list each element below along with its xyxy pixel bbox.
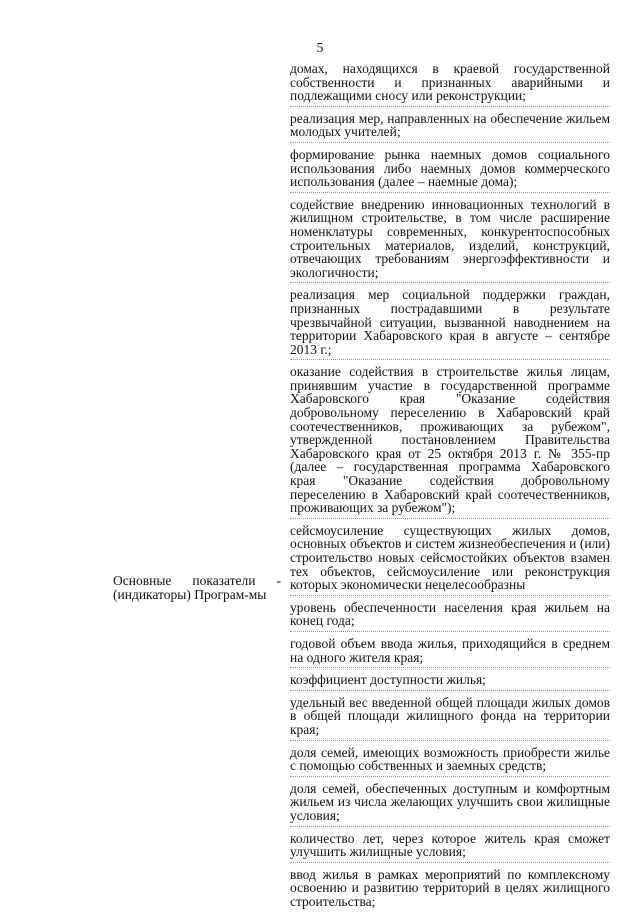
page-number: 5 — [316, 40, 324, 55]
paragraph-6: оказание содействия в строительстве жилья лицам, принявшим участие в государственной программе Хабаровского края "Оказание содействия добровольному переселению в Хабаровский край соотечественников, проживающих за рубежом", утвержденной постановлением Правительства Хабаровского края от 25 октября 2013 г. № 355-пр (далее – государственная программа Хабаровского края "Оказание содействия добровольному переселению в Хабаровский край соотечественников, проживающих за рубежом"); — [290, 365, 610, 519]
paragraph-13: доля семей, обеспеченных доступным и комфортным жильем из числа желающих улучшить свои жилищные условия; — [290, 782, 610, 827]
paragraph-10: коэффициент доступности жилья; — [290, 673, 610, 691]
paragraph-8: уровень обеспеченности населения края жильем на конец года; — [290, 601, 610, 632]
paragraph-15: ввод жилья в рамках мероприятий по комплексному освоению и развитию территорий в целях жилищного строительства; — [290, 866, 610, 909]
paragraph-1: домах, находящихся в краевой государственной собственности и признанных аварийными и подлежащими сносу или реконструкции; — [290, 62, 610, 107]
paragraph-14: количество лет, через которое житель края сможет улучшить жилищные условия; — [290, 832, 610, 863]
paragraph-5: реализация мер социальной поддержки граждан, признанных пострадавшими в результате чрезвычайной ситуации, вызванной наводнением на территории Хабаровского края в августе – сентябре 2013 г.; — [290, 288, 610, 360]
indicators-heading: Основные показатели - (индикаторы) Програм-мы — [113, 573, 281, 602]
paragraph-3: формирование рынка наемных домов социального использования либо наемных домов коммерческого использования (далее – наемные дома); — [290, 148, 610, 193]
paragraph-12: доля семей, имеющих возможность приобрести жилье с помощью собственных и заемных средств; — [290, 746, 610, 777]
right-column — [290, 62, 610, 916]
paragraph-2: реализация мер, направленных на обеспечение жильем молодых учителей; — [290, 112, 610, 143]
paragraph-7: сейсмоусиление существующих жилых домов, основных объектов и систем жизнеобеспечения и (или) строительство новых сейсмостойких объектов взамен тех объектов, сейсмоусиление или реконструкция которых экономически нецелесообразны — [290, 524, 610, 596]
paragraph-4: содействие внедрению инновационных технологий в жилищном строительстве, в том числе расширение номенклатуры современных, конкурентоспособных строительных материалов, изделий, конструкций, отвечающих требованиям энергоэффективности и экологичности; — [290, 198, 610, 284]
paragraph-9: годовой объем ввода жилья, приходящийся в среднем на одного жителя края; — [290, 637, 610, 668]
paragraph-11: удельный вес введенной общей площади жилых домов в общей площади жилищного фонда на территории края; — [290, 696, 610, 741]
